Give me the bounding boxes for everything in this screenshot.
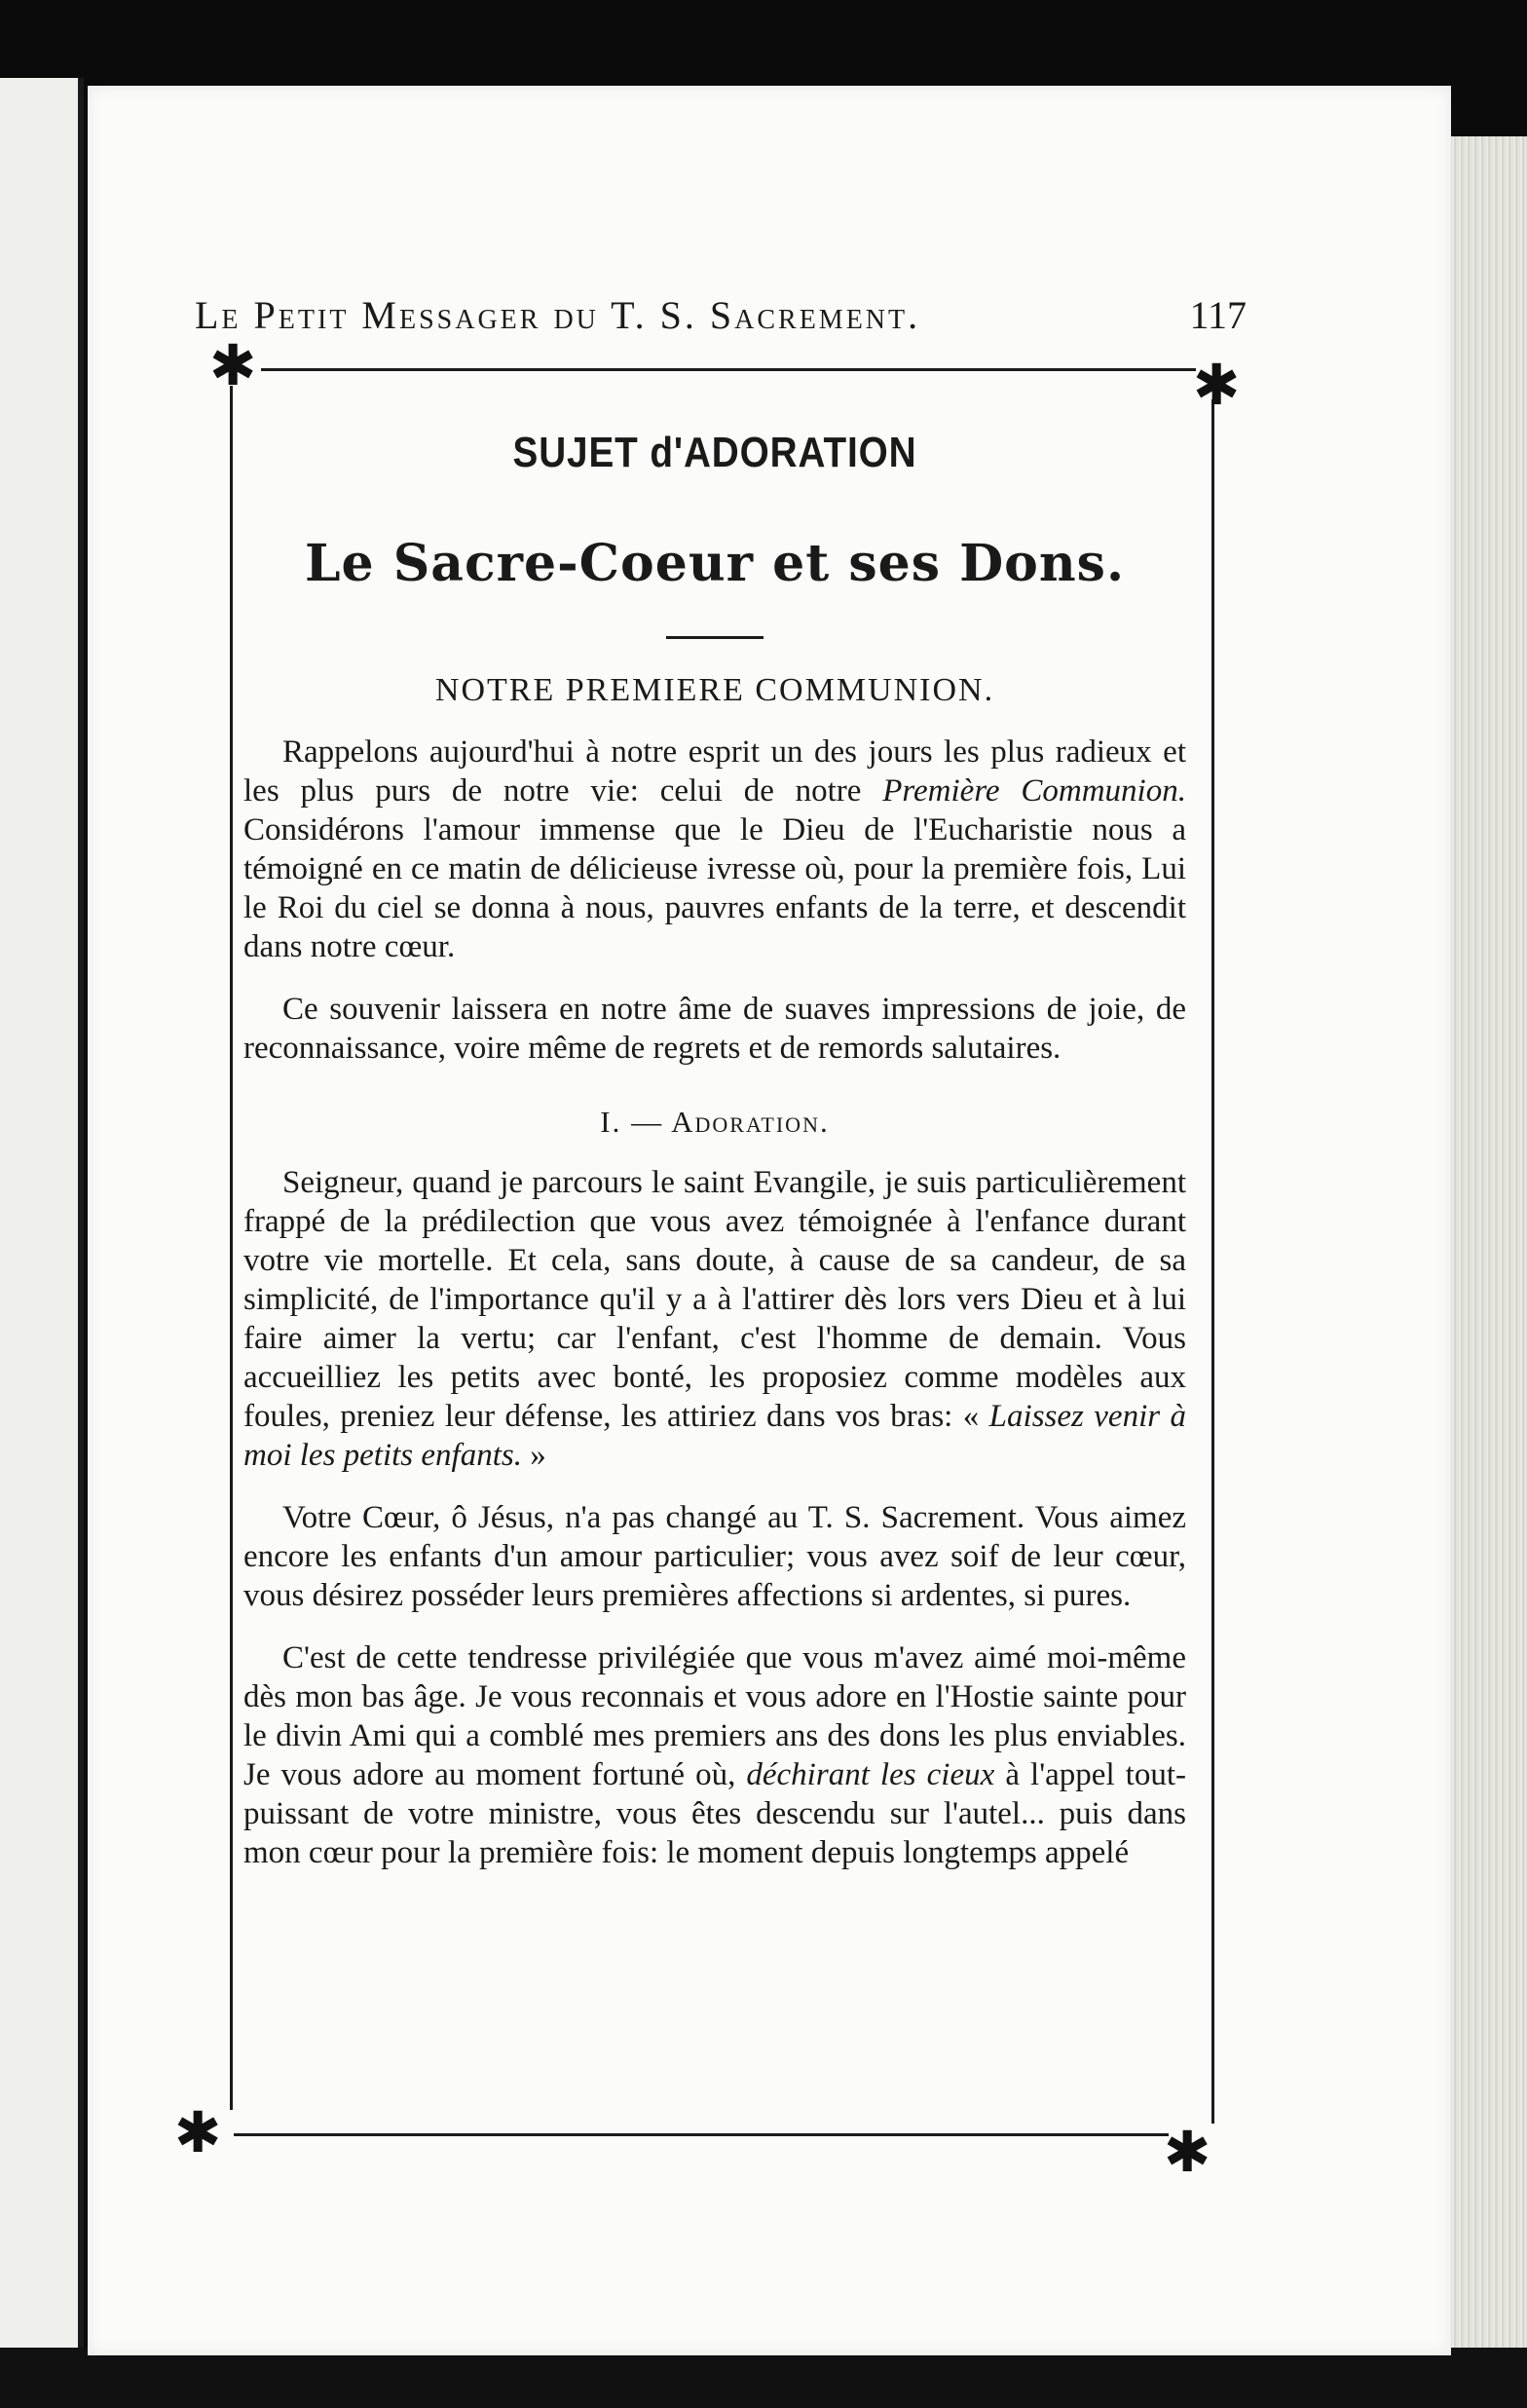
page-stack-edge (1441, 136, 1527, 2348)
article (243, 429, 1186, 1872)
scan-background (0, 2348, 1527, 2408)
intro-paragraph-1: Rappelons aujourd'hui à notre esprit un des jours les plus radieux et les plus purs de notre vie: celui de notre Première Communion. Considérons l'amour immense que le Dieu de l'Eucharistie nous a témoigné en ce matin de délicieuse ivresse où, pour la première fois, Lui le Roi du ciel se donna à nous, pauvres enfants de la terre, et descendit dans notre cœur. (243, 734, 1186, 964)
intro-paragraph-2: Ce souvenir laissera en notre âme de suaves impressions de joie, de reconnaissance, voire même de regrets et de remords salutaires. (243, 992, 1186, 1066)
page-number: 117 (1189, 293, 1247, 337)
body-paragraph-2: Votre Cœur, ô Jésus, n'a pas changé au T. S. Sacrement. Vous aimez encore les enfants d'un amour particulier; vous avez soif de leur cœur, vous désirez posséder leurs premières affections si ardentes, si pures. (243, 1500, 1186, 1613)
article-subtitle: Le Sacre-Coeur et ses Dons. (304, 534, 1126, 593)
frame-right-rule (1211, 399, 1214, 2124)
body-paragraph-3: C'est de cette tendresse privilégiée que vous m'avez aimé moi-même dès mon bas âge. Je vous reconnais et vous adore en l'Hostie sainte pour le divin Ami qui a comblé mes premiers ans des dons les plus enviables. Je vous adore au moment fortuné où, déchirant les cieux à l'appel tout-puissant de votre ministre, vous êtes descendu sur l'autel... puis dans mon cœur pour la première fois: le moment depuis longtemps appelé (243, 1640, 1186, 1870)
title-divider (666, 636, 764, 639)
frame-top-rule (261, 368, 1196, 371)
section-heading: NOTRE PREMIERE COMMUNION. (434, 672, 995, 708)
facing-page-edge (0, 78, 84, 2348)
frame-left-rule (230, 386, 233, 2110)
article-title: SUJET d'ADORATION (512, 429, 917, 476)
running-head-title: Le Petit Messager du T. S. Sacrement. (195, 293, 921, 337)
flower-ornament-icon: ✱ (208, 332, 257, 398)
subsection-heading: I. — Adoration. (600, 1105, 830, 1139)
flower-ornament-icon: ✱ (1192, 352, 1241, 418)
running-head (195, 292, 1247, 351)
flower-ornament-icon: ✱ (1163, 2119, 1211, 2185)
frame-bottom-rule (234, 2133, 1169, 2136)
flower-ornament-icon: ✱ (173, 2099, 222, 2165)
body-paragraph-1: Seigneur, quand je parcours le saint Evangile, je suis particulièrement frappé de la prédilection que vous avez témoignée à l'enfance durant votre vie mortelle. Et cela, sans doute, à cause de sa candeur, de sa simplicité, de l'importance qu'il y a à l'attirer dès lors vers Dieu et à lui faire aimer la vertu; car l'enfant, c'est l'homme de demain. Vous accueilliez les petits avec bonté, les proposiez comme modèles aux foules, preniez leur défense, les attiriez dans vos bras: « Laissez venir à moi les petits enfants. » (243, 1165, 1186, 1473)
